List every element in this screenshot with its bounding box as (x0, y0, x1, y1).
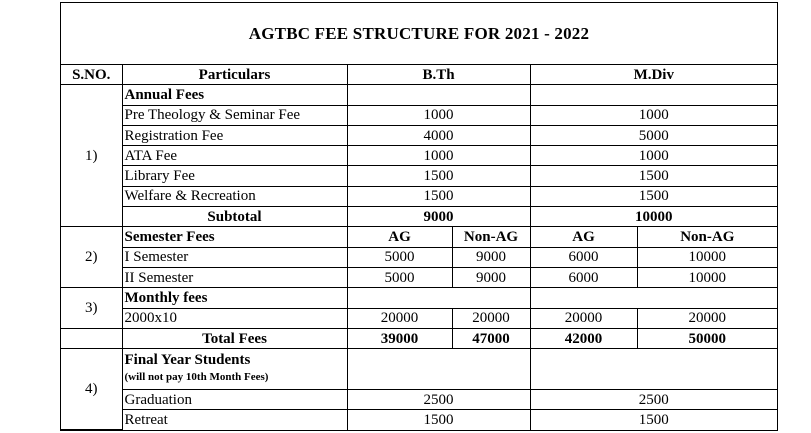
section-note: (will not pay 10th Month Fees) (124, 371, 269, 384)
fee-label: Library Fee (122, 166, 347, 186)
bth-non-ag-header: Non-AG (452, 227, 530, 247)
table-row (61, 146, 777, 166)
bth-non-ag-value: 9000 (452, 267, 530, 287)
section-heading: Monthly fees (122, 288, 347, 308)
section-number: 4) (61, 349, 122, 430)
fee-label: I Semester (122, 247, 347, 267)
table-row (61, 390, 777, 410)
subtotal-row (61, 207, 777, 227)
mdiv-non-ag-header: Non-AG (637, 227, 777, 247)
total-label: Total Fees (122, 328, 347, 348)
mdiv-ag-value: 20000 (530, 308, 637, 328)
empty-cell (347, 85, 530, 105)
sno-header: S.NO. (61, 65, 122, 85)
fee-label: Welfare & Recreation (122, 186, 347, 206)
fee-label: 2000x10 (122, 308, 347, 328)
fee-label: ATA Fee (122, 146, 347, 166)
fee-label: Graduation (122, 390, 347, 410)
bth-ag-total: 39000 (347, 328, 452, 348)
mdiv-non-ag-total: 50000 (637, 328, 777, 348)
mdiv-value: 5000 (530, 125, 777, 145)
bth-header: B.Th (347, 65, 530, 85)
section-heading: Annual Fees (122, 85, 347, 105)
table-row (61, 349, 777, 390)
table-row (61, 410, 777, 430)
section-number: 1) (61, 85, 122, 227)
bth-value: 1500 (347, 410, 530, 430)
mdiv-value: 2500 (530, 390, 777, 410)
mdiv-non-ag-value: 10000 (637, 247, 777, 267)
mdiv-value: 1500 (530, 186, 777, 206)
fee-table (61, 65, 777, 430)
table-row (61, 166, 777, 186)
table-row (61, 267, 777, 287)
fee-label: Pre Theology & Seminar Fee (122, 105, 347, 125)
section-number: 2) (61, 227, 122, 288)
section-heading-cell (122, 349, 347, 390)
mdiv-ag-total: 42000 (530, 328, 637, 348)
section-heading: Semester Fees (122, 227, 347, 247)
empty-cell (530, 85, 777, 105)
fee-label: Retreat (122, 410, 347, 430)
empty-cell (530, 349, 777, 390)
fee-label: Registration Fee (122, 125, 347, 145)
table-row (61, 125, 777, 145)
particulars-header: Particulars (122, 65, 347, 85)
section-heading: Final Year Students (124, 352, 251, 369)
bth-value: 2500 (347, 390, 530, 410)
bth-non-ag-value: 9000 (452, 247, 530, 267)
mdiv-value: 1000 (530, 146, 777, 166)
bth-value: 4000 (347, 125, 530, 145)
mdiv-value: 1000 (530, 105, 777, 125)
bth-value: 1500 (347, 166, 530, 186)
table-header-row (61, 65, 777, 85)
section-number: 3) (61, 288, 122, 329)
table-row (61, 247, 777, 267)
mdiv-non-ag-value: 20000 (637, 308, 777, 328)
mdiv-ag-header: AG (530, 227, 637, 247)
table-row (61, 288, 777, 308)
mdiv-ag-value: 6000 (530, 267, 637, 287)
bth-ag-header: AG (347, 227, 452, 247)
bth-value: 1500 (347, 186, 530, 206)
mdiv-header: M.Div (530, 65, 777, 85)
subtotal-label: Subtotal (122, 207, 347, 227)
bth-non-ag-total: 47000 (452, 328, 530, 348)
bth-ag-value: 5000 (347, 247, 452, 267)
mdiv-value: 1500 (530, 166, 777, 186)
bth-value: 1000 (347, 146, 530, 166)
empty-cell (530, 288, 777, 308)
table-row (61, 105, 777, 125)
document-title: AGTBC FEE STRUCTURE FOR 2021 - 2022 (61, 3, 777, 65)
total-row (61, 328, 777, 348)
mdiv-non-ag-value: 10000 (637, 267, 777, 287)
mdiv-ag-value: 6000 (530, 247, 637, 267)
mdiv-value: 1500 (530, 410, 777, 430)
fee-label: II Semester (122, 267, 347, 287)
bth-value: 1000 (347, 105, 530, 125)
fee-structure-document (60, 2, 778, 431)
empty-cell (347, 349, 530, 390)
table-row (61, 227, 777, 247)
empty-cell (61, 328, 122, 348)
bth-non-ag-value: 20000 (452, 308, 530, 328)
mdiv-subtotal: 10000 (530, 207, 777, 227)
bth-ag-value: 20000 (347, 308, 452, 328)
table-row (61, 186, 777, 206)
empty-cell (347, 288, 530, 308)
bth-subtotal: 9000 (347, 207, 530, 227)
bth-ag-value: 5000 (347, 267, 452, 287)
table-row (61, 85, 777, 105)
table-row (61, 308, 777, 328)
